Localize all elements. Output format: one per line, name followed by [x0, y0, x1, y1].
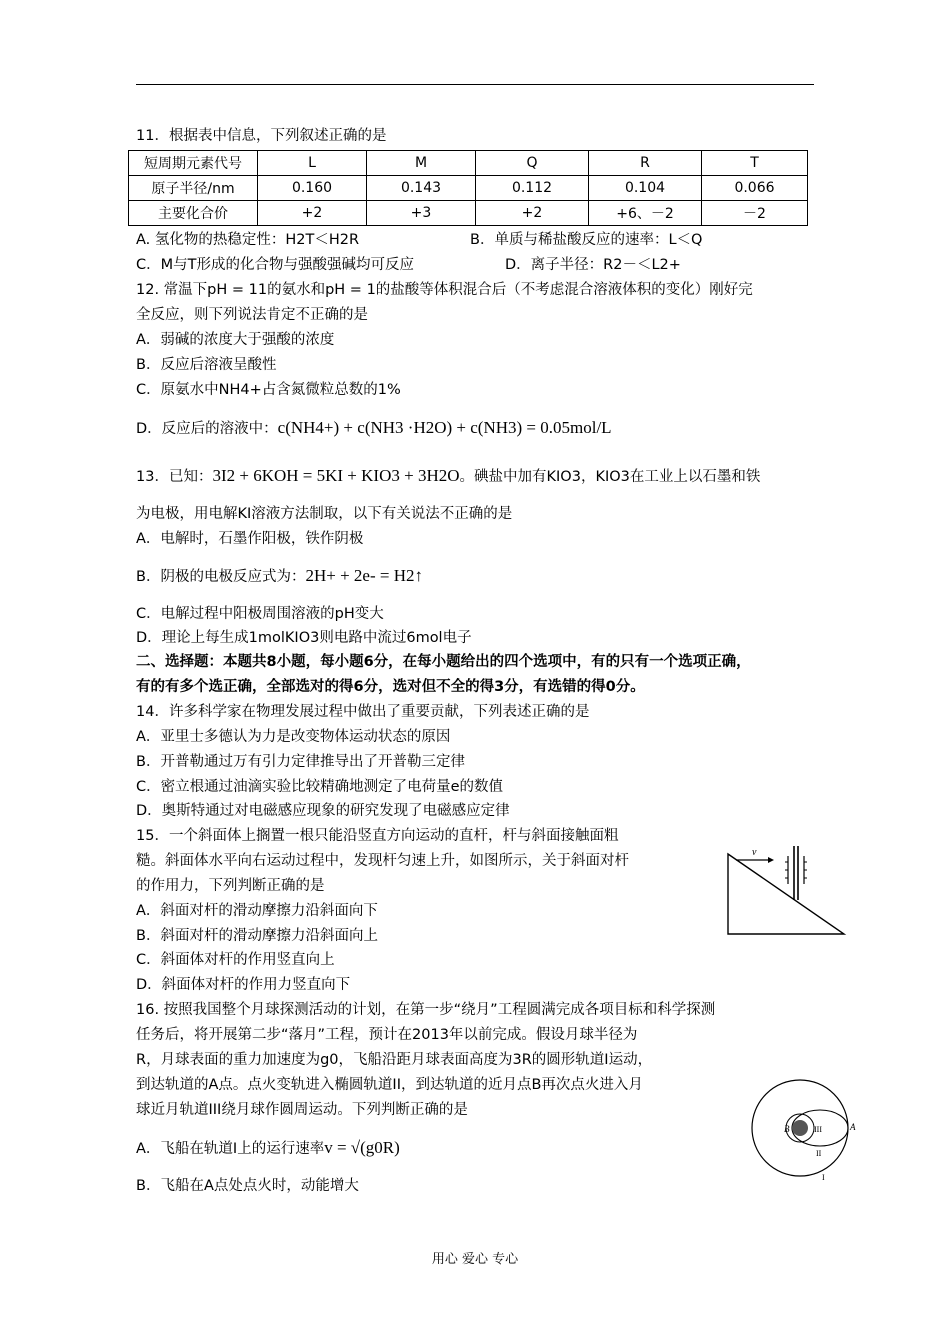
q16-option-b: B．飞船在A点处点火时，动能增大	[136, 1178, 359, 1194]
q12-option-a: A．弱碱的浓度大于强酸的浓度	[136, 332, 335, 348]
orbit-iii-label: III	[814, 1125, 822, 1134]
q11-option-a: A. 氢化物的热稳定性：H2T＜H2R	[136, 232, 360, 248]
q16-option-a-formula: v = √(g0R)	[324, 1138, 400, 1157]
moon-icon	[792, 1120, 808, 1136]
q14-option-d: D．奥斯特通过对电磁感应现象的研究发现了电磁感应定律	[136, 803, 510, 819]
q12-option-d-formula: c(NH4+) + c(NH3 ·H2O) + c(NH3) = 0.05mol/L	[277, 418, 612, 437]
table-cell: 0.066	[702, 176, 808, 201]
q13-option-b	[136, 566, 423, 587]
q15-option-a: A．斜面对杆的滑动摩擦力沿斜面向下	[136, 903, 378, 919]
q13-stem-suffix: 。碘盐中加有KIO3，KIO3在工业上以石墨和铁	[459, 469, 761, 485]
q15-stem-line1: 15．一个斜面体上搁置一根只能沿竖直方向运动的直杆，杆与斜面接触面粗	[136, 828, 619, 844]
table-cell: +6、－2	[589, 201, 702, 226]
q13-option-d: D．理论上每生成1molKIO3则电路中流过6mol电子	[136, 630, 472, 646]
q15-option-b: B．斜面对杆的滑动摩擦力沿斜面向上	[136, 928, 378, 944]
table-row	[129, 176, 808, 201]
q11-option-b: B．单质与稀盐酸反应的速率：L＜Q	[470, 232, 703, 248]
orbit-ii-label: II	[816, 1149, 822, 1158]
q16-stem-line3: R，月球表面的重力加速度为g0，飞船沿距月球表面高度为3R的圆形轨道I运动，	[136, 1052, 653, 1068]
table-cell: 0.143	[367, 176, 476, 201]
table-cell: 原子半径/nm	[129, 176, 258, 201]
point-a-label: A	[850, 1122, 856, 1132]
q14-stem: 14．许多科学家在物理发展过程中做出了重要贡献，下列表述正确的是	[136, 704, 590, 720]
q12-stem-line1: 12. 常温下pH = 11的氨水和pH = 1的盐酸等体积混合后（不考虑混合溶液体积的变化）刚好完	[136, 282, 753, 298]
table-cell: R	[589, 151, 702, 176]
table-cell: －2	[702, 201, 808, 226]
q12-option-b: B．反应后溶液呈酸性	[136, 357, 277, 373]
velocity-label: v	[752, 847, 757, 858]
q13-equation: 3I2 + 6KOH = 5KI + KIO3 + 3H2O	[212, 466, 460, 485]
q16-option-a-prefix: A．飞船在轨道I上的运行速率	[136, 1141, 325, 1157]
q16-option-a	[136, 1138, 400, 1159]
table-cell: +2	[476, 201, 589, 226]
table-cell: 0.104	[589, 176, 702, 201]
q12-option-c: C．原氨水中NH4+占含氮微粒总数的1%	[136, 382, 401, 398]
q15-option-d: D．斜面体对杆的作用力竖直向下	[136, 977, 351, 993]
q16-stem-line4: 到达轨道的A点。点火变轨进入椭圆轨道II，到达轨道的近月点B再次点火进入月	[136, 1077, 643, 1093]
orbit-i-label: I	[822, 1173, 825, 1182]
incline-rod-figure	[722, 838, 852, 938]
q15-option-c: C．斜面体对杆的作用竖直向上	[136, 952, 335, 968]
orbit-figure	[740, 1076, 860, 1194]
section2-line1: 二、选择题：本题共8小题，每小题6分，在每小题给出的四个选项中，有的只有一个选项正确，	[136, 654, 751, 670]
q12-stem-line2: 全反应，则下列说法肯定不正确的是	[136, 307, 368, 323]
q13-stem-prefix: 13．已知：	[136, 469, 213, 485]
table-cell: 短周期元素代号	[129, 151, 258, 176]
table-cell: T	[702, 151, 808, 176]
q14-option-b: B．开普勒通过万有引力定律推导出了开普勒三定律	[136, 754, 465, 770]
q14-option-a: A．亚里士多德认为力是改变物体运动状态的原因	[136, 729, 451, 745]
table-cell: 0.160	[258, 176, 367, 201]
q11-stem: 11．根据表中信息，下列叙述正确的是	[136, 128, 387, 144]
q11-option-c: C．M与T形成的化合物与强酸强碱均可反应	[136, 257, 414, 273]
table-cell: +3	[367, 201, 476, 226]
table-cell: M	[367, 151, 476, 176]
q15-stem-line2: 糙。斜面体水平向右运动过程中，发现杆匀速上升，如图所示，关于斜面对杆	[136, 853, 629, 869]
header-rule	[136, 84, 814, 85]
table-cell: L	[258, 151, 367, 176]
q13-stem-line1	[136, 466, 760, 487]
q16-stem-line2: 任务后，将开展第二步“落月”工程，预计在2013年以前完成。假设月球半径为	[136, 1027, 638, 1043]
q13-option-a: A．电解时，石墨作阳极，铁作阴极	[136, 531, 364, 547]
table-cell: +2	[258, 201, 367, 226]
q15-stem-line3: 的作用力，下列判断正确的是	[136, 878, 325, 894]
table-header-row	[129, 151, 808, 176]
q13-option-b-prefix: B．阴极的电极反应式为：	[136, 569, 306, 585]
q13-stem-line2: 为电极，用电解KI溶液方法制取，以下有关说法不正确的是	[136, 506, 513, 522]
element-table	[128, 150, 808, 226]
page-footer: 用心 爱心 专心	[431, 1252, 519, 1267]
table-cell: Q	[476, 151, 589, 176]
q11-option-d: D．离子半径：R2－＜L2+	[505, 257, 681, 273]
incline-wedge	[728, 854, 844, 934]
q13-option-c: C．电解过程中阳极周围溶液的pH变大	[136, 606, 384, 622]
table-row	[129, 201, 808, 226]
q12-option-d-prefix: D．反应后的溶液中：	[136, 421, 278, 437]
q16-stem-line1: 16. 按照我国整个月球探测活动的计划，在第一步“绕月”工程圆满完成各项目标和科学探测	[136, 1002, 716, 1018]
q16-stem-line5: 球近月轨道III绕月球作圆周运动。下列判断正确的是	[136, 1102, 468, 1118]
point-b-label: B	[784, 1124, 790, 1134]
q14-option-c: C．密立根通过油滴实验比较精确地测定了电荷量e的数值	[136, 779, 504, 795]
arrow-head-icon	[768, 857, 774, 863]
table-cell: 0.112	[476, 176, 589, 201]
q12-option-d	[136, 418, 612, 439]
table-cell: 主要化合价	[129, 201, 258, 226]
q13-option-b-formula: 2H+ + 2e- = H2↑	[305, 566, 423, 585]
section2-line2: 有的有多个选正确，全部选对的得6分，选对但不全的得3分，有选错的得0分。	[136, 679, 645, 695]
